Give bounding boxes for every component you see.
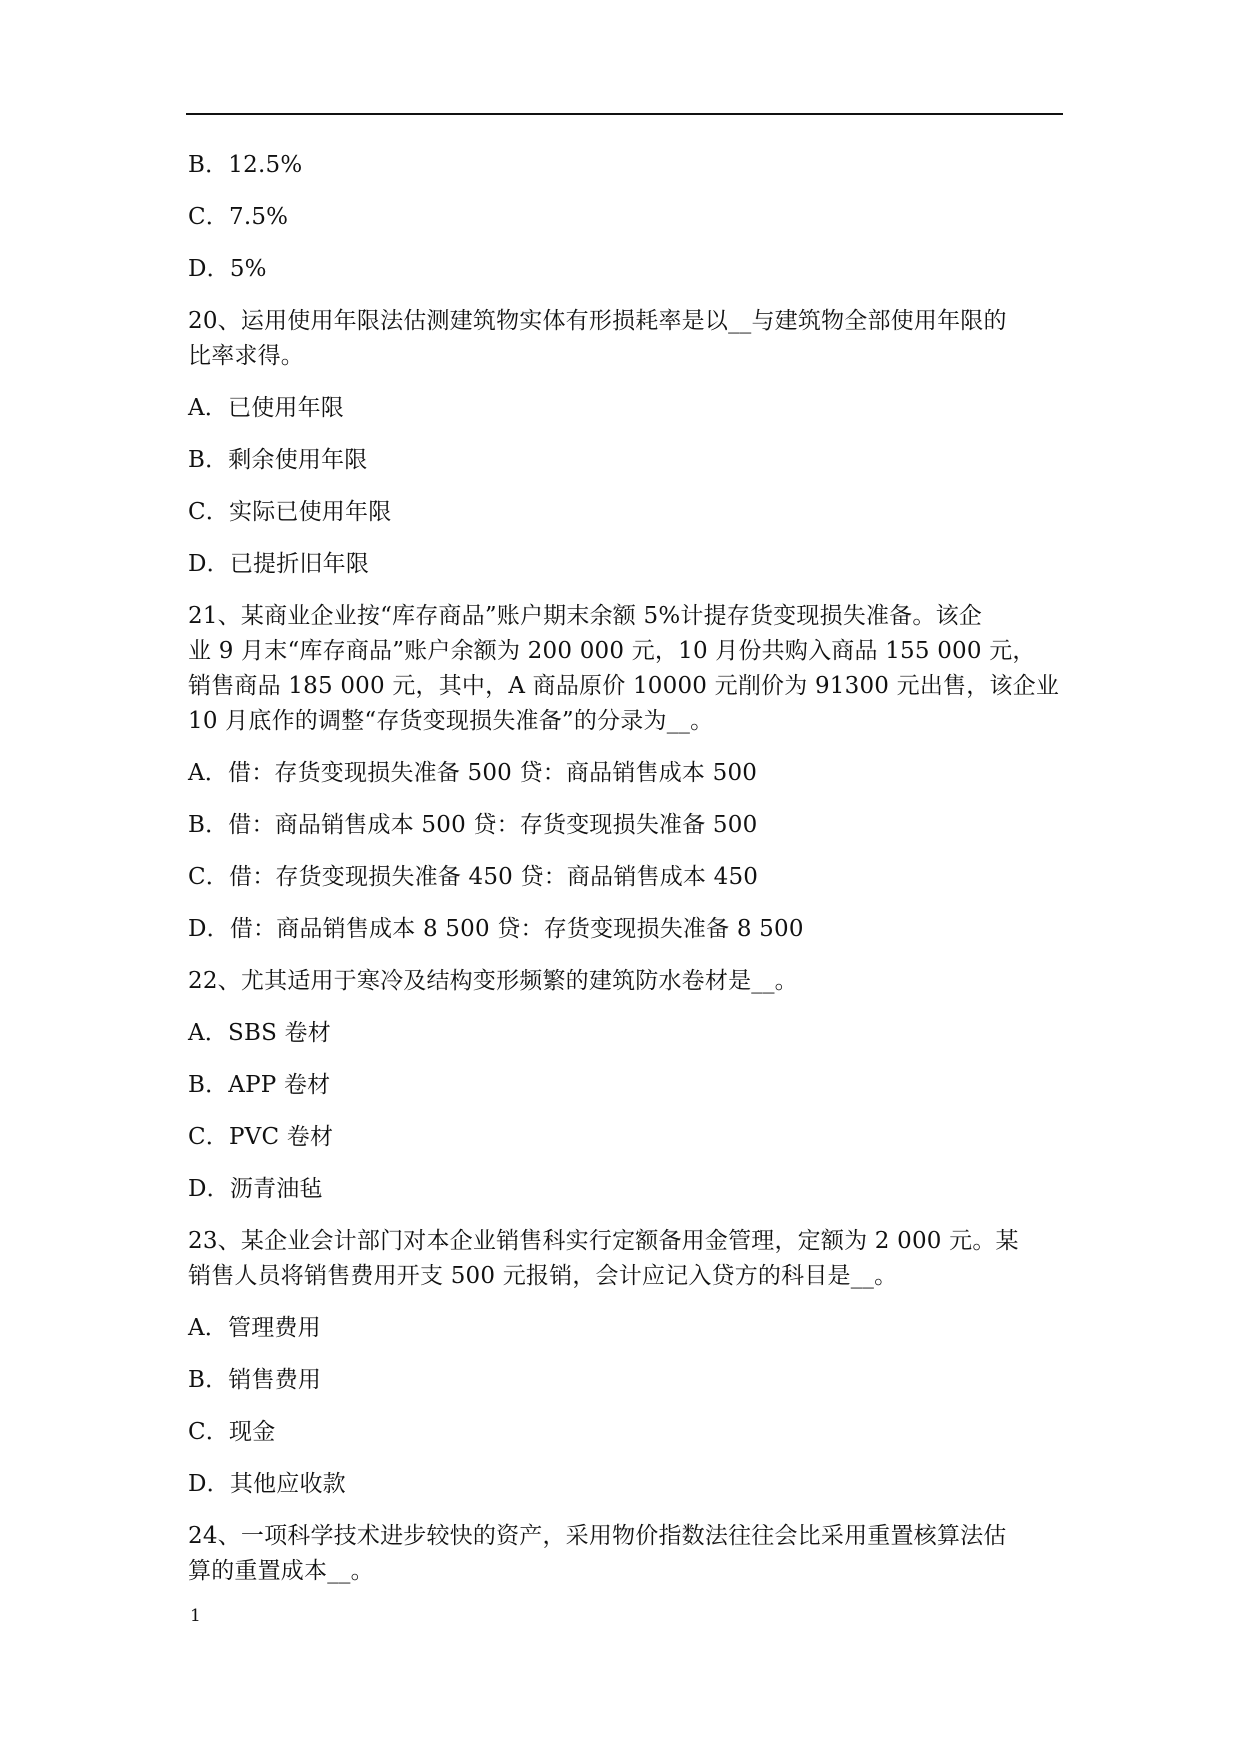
question-text: 业 9 月末“库存商品”账户余额为 200 000 元，10 月份共购入商品 155 000 元， <box>188 638 1036 664</box>
option-d: D．5% <box>188 256 267 282</box>
option-b: B．12.5% <box>188 152 303 178</box>
option-b: B．销售费用 <box>188 1367 322 1393</box>
option-a: A．SBS 卷材 <box>188 1020 331 1046</box>
question-22 <box>188 964 1065 999</box>
option-c: C．借：存货变现损失准备 450 贷：商品销售成本 450 <box>188 864 759 890</box>
question-text: 销售人员将销售费用开支 500 元报销，会计应记入贷方的科目是__。 <box>188 1263 898 1289</box>
option-c: C．现金 <box>188 1419 276 1445</box>
question-text: 算的重置成本__。 <box>188 1558 374 1584</box>
question-text: 销售商品 185 000 元，其中，A 商品原价 10000 元削价为 91300 元出售，该企业 <box>188 673 1060 699</box>
option-d: D．其他应收款 <box>188 1471 346 1497</box>
option-b: B．借：商品销售成本 500 贷：存货变现损失准备 500 <box>188 812 758 838</box>
question-text: 21、某商业企业按“库存商品”账户期末余额 5%计提存货变现损失准备。该企 <box>188 603 982 629</box>
option-a: A．借：存货变现损失准备 500 贷：商品销售成本 500 <box>188 760 758 786</box>
option-b: B．APP 卷材 <box>188 1072 331 1098</box>
question-text: 20、运用使用年限法估测建筑物实体有形损耗率是以__与建筑物全部使用年限的 <box>188 308 1007 334</box>
question-24 <box>188 1519 1065 1589</box>
option-c: C．实际已使用年限 <box>188 499 392 525</box>
option-a: A．管理费用 <box>188 1315 321 1341</box>
option-c: C．7.5% <box>188 204 289 230</box>
option-c: C．PVC 卷材 <box>188 1124 334 1150</box>
document-body <box>188 148 1065 1606</box>
question-23 <box>188 1224 1065 1294</box>
page-number: 1 <box>190 1606 201 1626</box>
option-a: A．已使用年限 <box>188 395 345 421</box>
option-d: D．沥青油毡 <box>188 1176 323 1202</box>
question-text: 比率求得。 <box>188 343 304 369</box>
question-text: 23、某企业会计部门对本企业销售科实行定额备用金管理，定额为 2 000 元。某 <box>188 1228 1019 1254</box>
question-21 <box>188 599 1065 739</box>
question-20 <box>188 304 1065 374</box>
question-text: 22、尤其适用于寒冷及结构变形频繁的建筑防水卷材是__。 <box>188 968 798 994</box>
option-b: B．剩余使用年限 <box>188 447 368 473</box>
question-text: 10 月底作的调整“存货变现损失准备”的分录为__。 <box>188 708 714 734</box>
option-d: D．已提折旧年限 <box>188 551 370 577</box>
header-rule <box>186 113 1063 115</box>
option-d: D．借：商品销售成本 8 500 贷：存货变现损失准备 8 500 <box>188 916 804 942</box>
question-text: 24、一项科学技术进步较快的资产，采用物价指数法往往会比采用重置核算法估 <box>188 1523 1007 1549</box>
